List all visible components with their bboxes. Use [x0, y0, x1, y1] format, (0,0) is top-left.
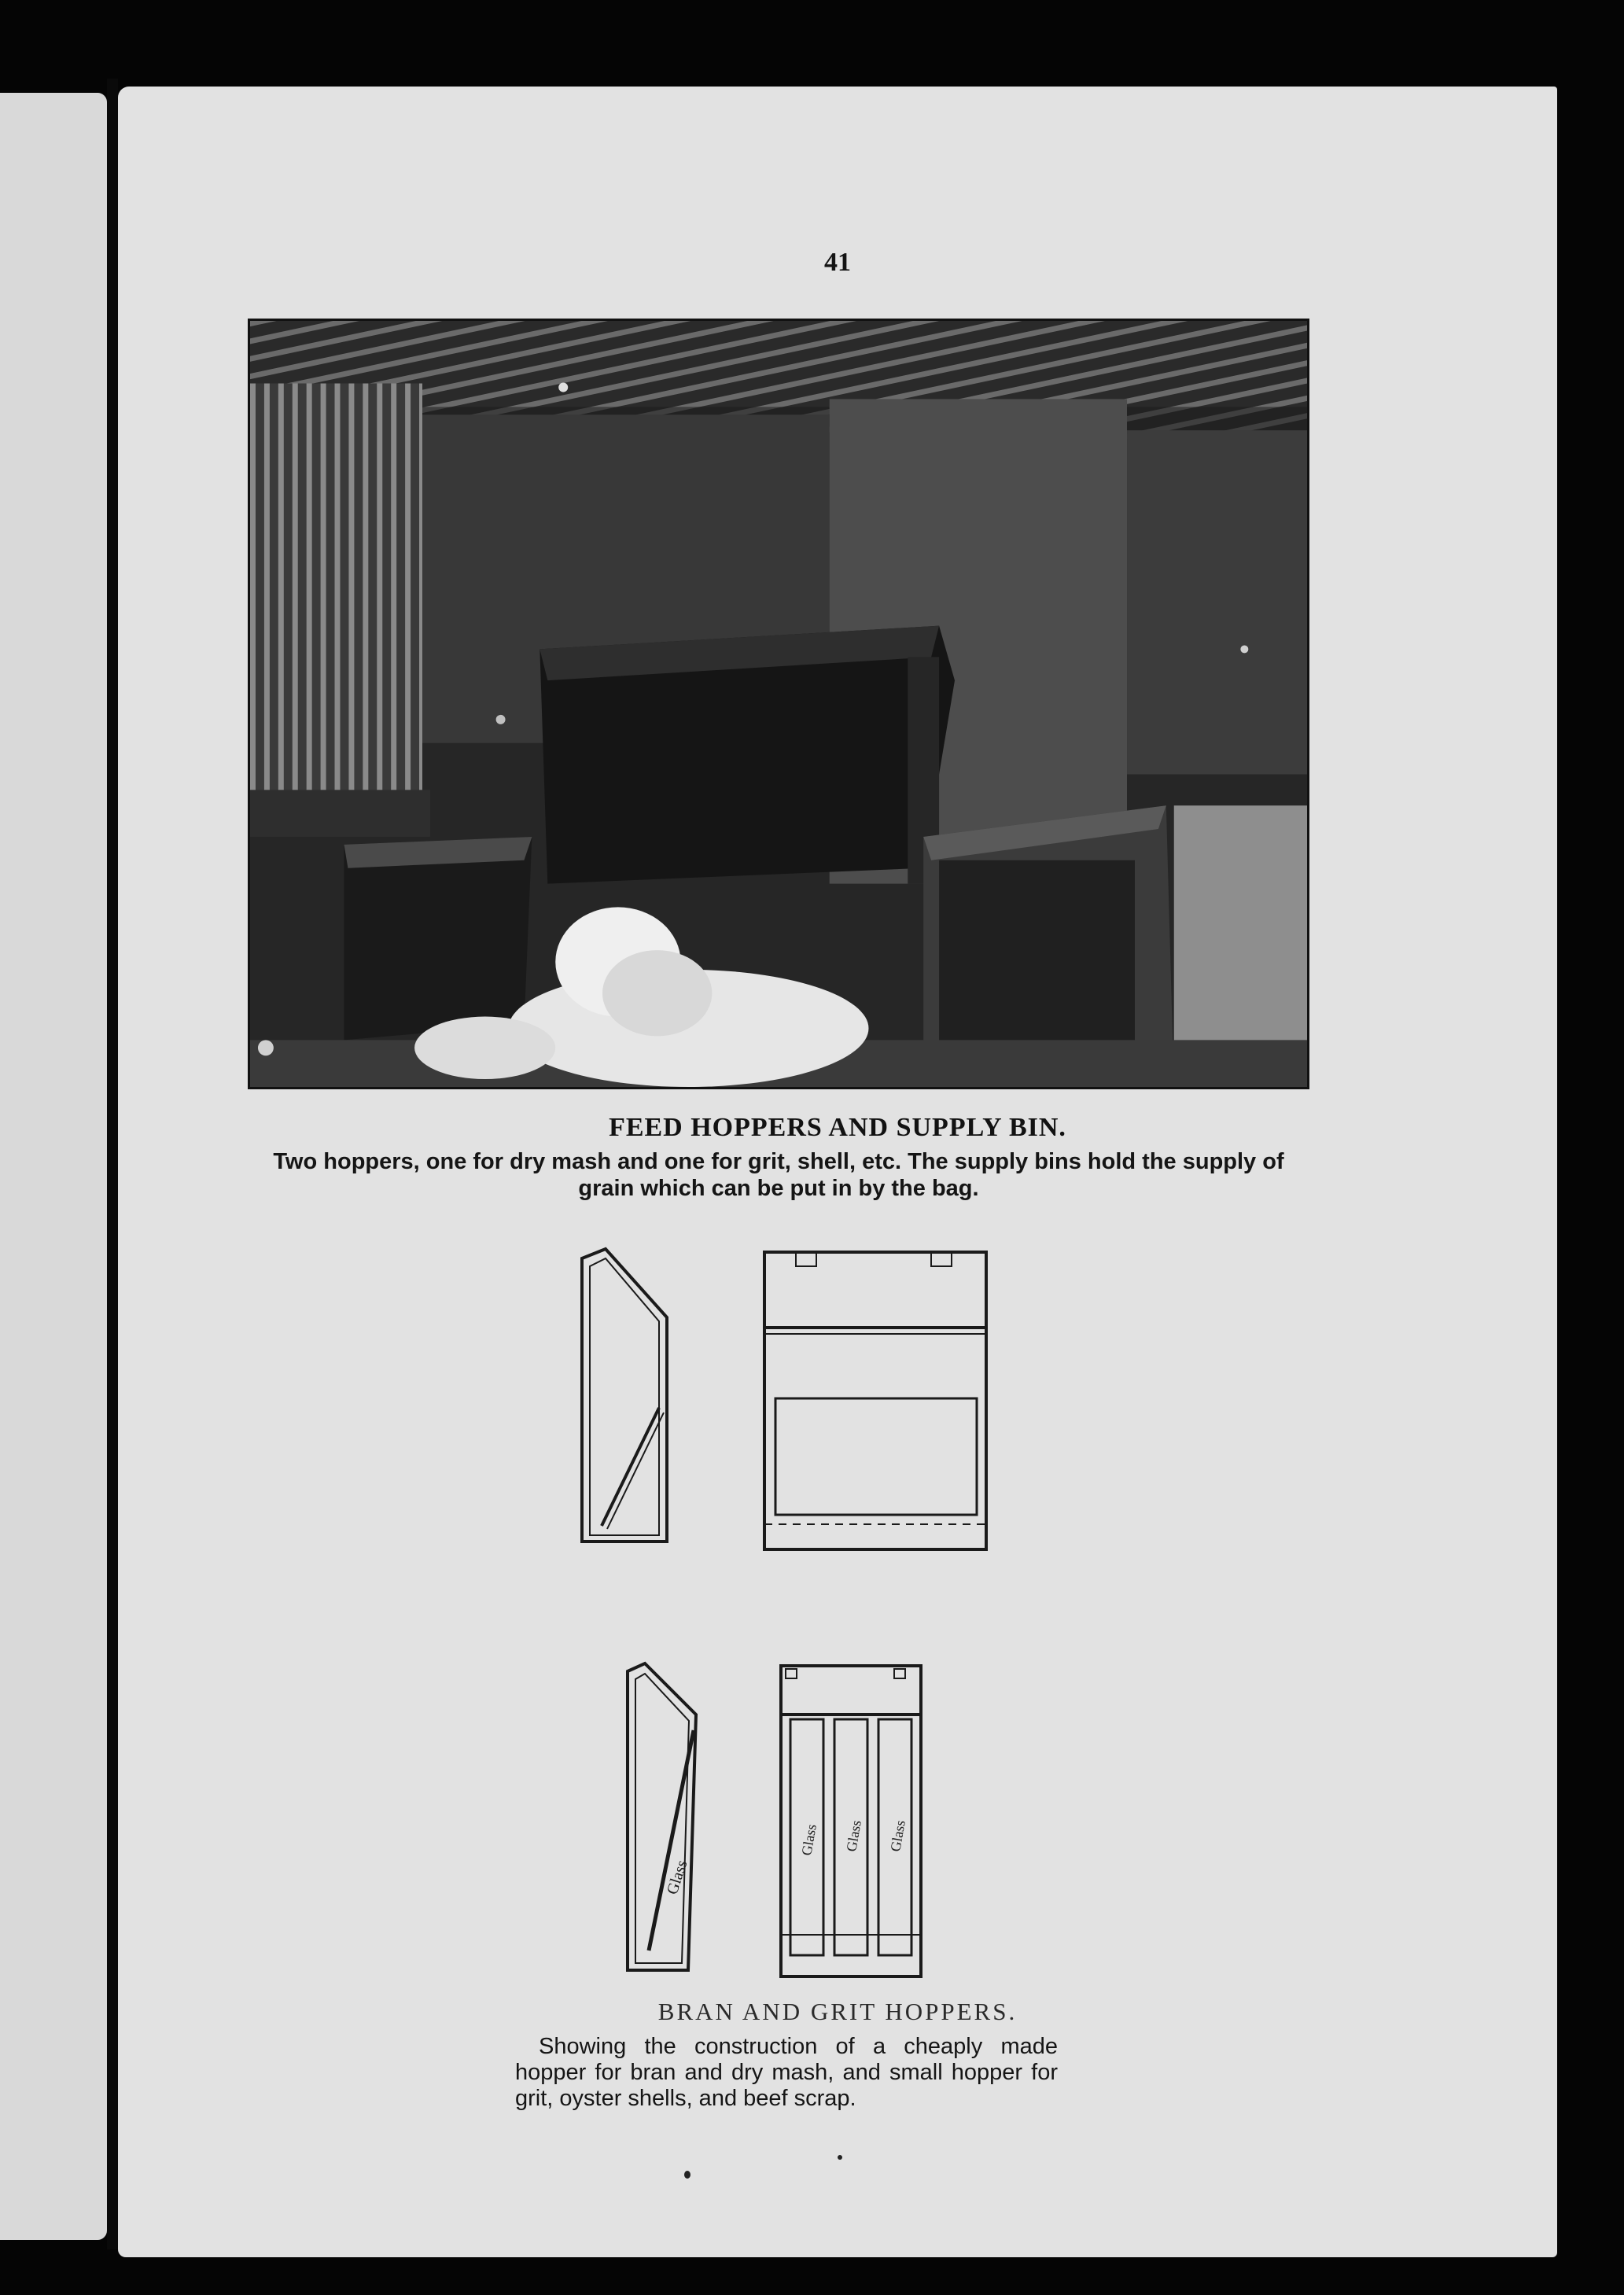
- glass-label-middle-panel: Glass: [843, 1818, 864, 1853]
- feed-hoppers-photograph: [248, 319, 1309, 1089]
- drawing-caption-body: Showing the construction of a cheaply made hopper for bran and dry mash, and small hopper for grit, oyster shells, and beef scrap.: [515, 2034, 1058, 2111]
- small-hopper-side-drawing: [621, 1660, 720, 1982]
- print-speck: [838, 2155, 842, 2160]
- book-gutter: [107, 79, 118, 2249]
- print-speck: [684, 2171, 690, 2179]
- book-page: [118, 87, 1557, 2257]
- small-hopper-front-drawing: [775, 1660, 928, 1982]
- photo-caption-text: Two hoppers, one for dry mash and one for grit, shell, etc. The supply bins hold the supply of grain which can be put in by the bag.: [273, 1149, 1284, 1201]
- page-number: 41: [824, 248, 851, 277]
- hopper-front-elevation-drawing: [757, 1243, 992, 1557]
- glass-label-side: Glass: [663, 1858, 691, 1897]
- glass-label-right-panel: Glass: [887, 1818, 908, 1853]
- drawing-caption-title: BRAN AND GRIT HOPPERS.: [657, 1998, 1018, 2025]
- hopper-side-elevation-drawing: [574, 1243, 708, 1557]
- photo-caption-title: FEED HOPPERS AND SUPPLY BIN.: [609, 1113, 1066, 1142]
- glass-label-left-panel: Glass: [798, 1822, 819, 1857]
- adjacent-page-edge: [0, 93, 107, 2240]
- drawing-caption-text: [515, 2034, 1058, 2112]
